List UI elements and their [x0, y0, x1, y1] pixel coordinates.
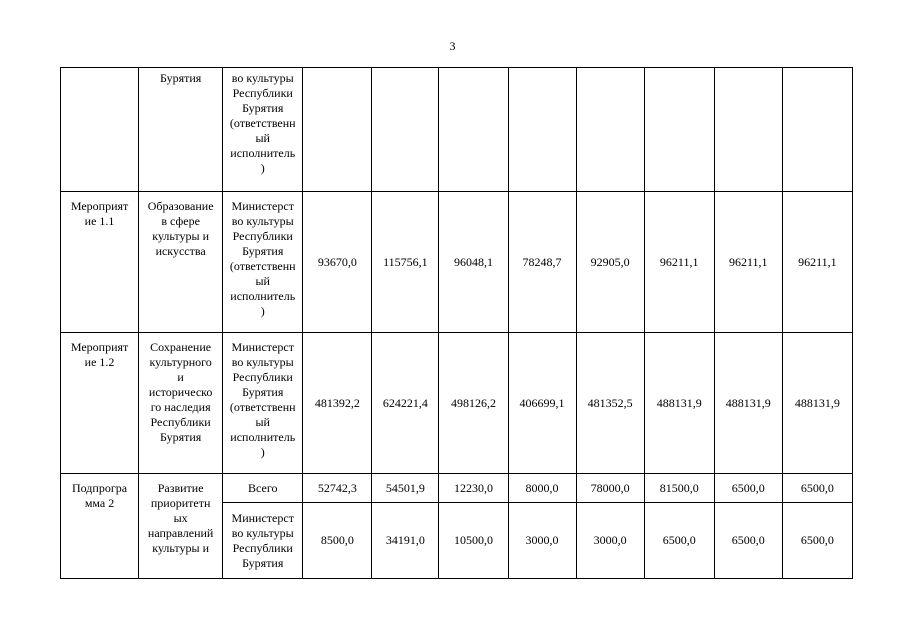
- value-cell: 92905,0: [576, 192, 644, 333]
- value-cell: 12230,0: [439, 474, 508, 503]
- page-number: 3: [449, 39, 456, 53]
- value-cell: 96211,1: [644, 192, 714, 333]
- value-cell: 81500,0: [644, 474, 714, 503]
- value-cell: 6500,0: [782, 474, 852, 503]
- table-row: [61, 192, 853, 333]
- value-cell: [714, 68, 782, 192]
- name-cell: Образование в сфере культуры и искусства: [139, 192, 223, 333]
- executor-cell: во культуры Республики Бурятия (ответственн ый исполнитель ): [223, 68, 303, 192]
- status-cell: [61, 68, 139, 192]
- value-cell: 498126,2: [439, 333, 508, 474]
- value-cell: 34191,0: [372, 503, 439, 579]
- value-cell: [782, 68, 852, 192]
- value-cell: [303, 68, 372, 192]
- value-cell: [439, 68, 508, 192]
- executor-cell: Всего: [223, 474, 303, 503]
- value-cell: 3000,0: [508, 503, 576, 579]
- value-cell: 6500,0: [714, 474, 782, 503]
- value-cell: 96211,1: [782, 192, 852, 333]
- status-cell: Подпрогра мма 2: [61, 474, 139, 579]
- value-cell: 6500,0: [644, 503, 714, 579]
- table-row: [61, 333, 853, 474]
- value-cell: 8500,0: [303, 503, 372, 579]
- executor-cell: Министерст во культуры Республики Бурятия (ответственн ый исполнитель ): [223, 192, 303, 333]
- table-row: [61, 68, 853, 192]
- value-cell: 488131,9: [644, 333, 714, 474]
- value-cell: 96211,1: [714, 192, 782, 333]
- value-cell: 96048,1: [439, 192, 508, 333]
- value-cell: 78248,7: [508, 192, 576, 333]
- value-cell: [644, 68, 714, 192]
- value-cell: 54501,9: [372, 474, 439, 503]
- value-cell: 488131,9: [714, 333, 782, 474]
- table-row: [61, 474, 853, 503]
- value-cell: [576, 68, 644, 192]
- executor-cell: Министерст во культуры Республики Бурятия (ответственн ый исполнитель ): [223, 333, 303, 474]
- value-cell: 6500,0: [782, 503, 852, 579]
- name-cell: Бурятия: [139, 68, 223, 192]
- value-cell: 93670,0: [303, 192, 372, 333]
- value-cell: 6500,0: [714, 503, 782, 579]
- name-cell: Сохранение культурного и историческо го наследия Республики Бурятия: [139, 333, 223, 474]
- value-cell: 3000,0: [576, 503, 644, 579]
- value-cell: 624221,4: [372, 333, 439, 474]
- value-cell: 78000,0: [576, 474, 644, 503]
- value-cell: [372, 68, 439, 192]
- value-cell: 481352,5: [576, 333, 644, 474]
- executor-cell: Министерст во культуры Республики Бурятия: [223, 503, 303, 579]
- budget-table: [60, 67, 853, 579]
- value-cell: 406699,1: [508, 333, 576, 474]
- status-cell: Мероприят ие 1.1: [61, 192, 139, 333]
- value-cell: 52742,3: [303, 474, 372, 503]
- value-cell: 115756,1: [372, 192, 439, 333]
- status-cell: Мероприят ие 1.2: [61, 333, 139, 474]
- value-cell: 10500,0: [439, 503, 508, 579]
- value-cell: 8000,0: [508, 474, 576, 503]
- value-cell: [508, 68, 576, 192]
- value-cell: 488131,9: [782, 333, 852, 474]
- name-cell: Развитие приоритетн ых направлений культуры и: [139, 474, 223, 579]
- value-cell: 481392,2: [303, 333, 372, 474]
